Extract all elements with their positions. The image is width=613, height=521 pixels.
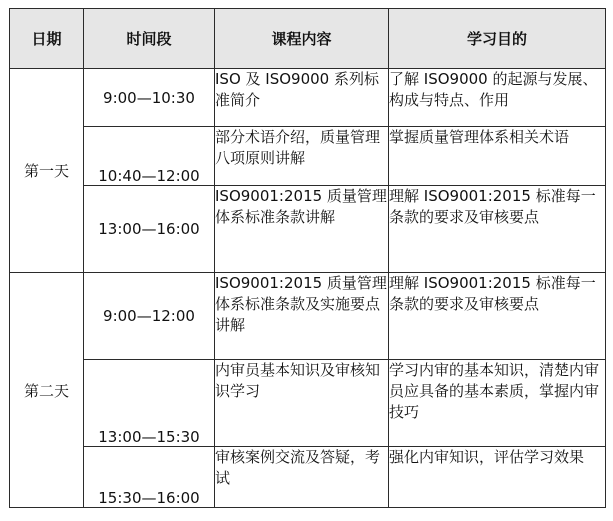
header-time: 时间段 — [84, 9, 215, 69]
header-purpose: 学习目的 — [389, 9, 606, 69]
content-text: ISO9001:2015 质量管理体系标准条款及实施要点讲解 — [215, 274, 387, 334]
purpose-cell — [389, 69, 606, 127]
header-date: 日期 — [10, 9, 84, 69]
time-text: 13:00—16:00 — [98, 220, 200, 238]
purpose-cell — [389, 273, 606, 360]
content-cell — [215, 273, 389, 360]
content-cell — [215, 186, 389, 273]
content-cell — [215, 360, 389, 447]
table-row — [10, 127, 606, 186]
header-content: 课程内容 — [215, 9, 389, 69]
purpose-text: 强化内审知识，评估学习效果 — [389, 448, 585, 466]
time-text: 9:00—12:00 — [103, 307, 195, 325]
header-row — [10, 9, 606, 69]
purpose-text: 理解 ISO9001:2015 标准每一条款的要求及审核要点 — [389, 274, 596, 313]
content-cell — [215, 69, 389, 127]
time-text: 10:40—12:00 — [98, 167, 200, 185]
purpose-cell — [389, 447, 606, 508]
purpose-text: 理解 ISO9001:2015 标准每一条款的要求及审核要点 — [389, 187, 596, 226]
day-cell: 第二天 — [10, 273, 84, 508]
table-row — [10, 447, 606, 508]
purpose-text: 掌握质量管理体系相关术语 — [389, 128, 570, 146]
time-text: 9:00—10:30 — [103, 88, 195, 107]
table-row — [10, 186, 606, 273]
time-cell — [84, 69, 215, 127]
time-cell — [84, 127, 215, 186]
content-text: 审核案例交流及答疑，考试 — [215, 448, 381, 487]
purpose-cell — [389, 127, 606, 186]
content-text: ISO9001:2015 质量管理体系标准条款讲解 — [215, 187, 387, 226]
content-cell — [215, 127, 389, 186]
purpose-cell — [389, 186, 606, 273]
time-cell — [84, 447, 215, 508]
purpose-text: 了解 ISO9000 的起源与发展、构成与特点、作用 — [389, 70, 598, 109]
content-cell — [215, 447, 389, 508]
time-cell — [84, 186, 215, 273]
time-cell — [84, 273, 215, 360]
purpose-cell — [389, 360, 606, 447]
time-text: 15:30—16:00 — [98, 489, 200, 507]
table-row — [10, 273, 606, 360]
content-text: ISO 及 ISO9000 系列标准简介 — [215, 70, 379, 109]
day-cell: 第一天 — [10, 69, 84, 273]
time-text: 13:00—15:30 — [98, 428, 200, 446]
table-row — [10, 360, 606, 447]
training-schedule-table — [9, 8, 606, 508]
purpose-text: 学习内审的基本知识，清楚内审员应具备的基本素质，掌握内审技巧 — [389, 361, 600, 421]
content-text: 部分术语介绍，质量管理八项原则讲解 — [215, 128, 381, 167]
table-row — [10, 69, 606, 127]
content-text: 内审员基本知识及审核知识学习 — [215, 361, 381, 400]
time-cell — [84, 360, 215, 447]
